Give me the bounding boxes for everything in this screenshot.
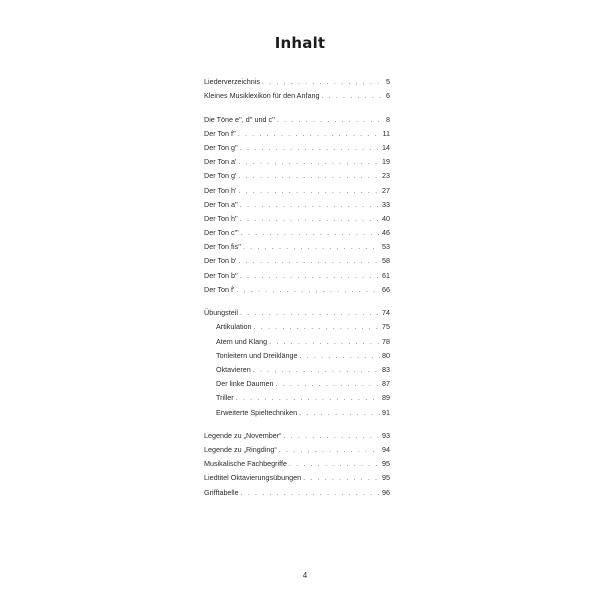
dot-leader — [277, 113, 384, 127]
toc-entry-page: 66 — [382, 284, 390, 294]
toc-entry-title: Oktavieren — [216, 364, 251, 374]
toc-entry-title: Übungsteil — [204, 308, 238, 318]
toc-entry-page: 78 — [382, 336, 390, 346]
dot-leader — [243, 240, 380, 254]
toc-entry-page: 93 — [382, 430, 390, 440]
dot-leader — [236, 391, 380, 405]
toc-subentry — [204, 363, 390, 377]
toc-subentry — [204, 391, 390, 405]
dot-leader — [238, 184, 380, 198]
dot-leader — [236, 283, 380, 297]
toc-entry-title: Der Ton f'' — [204, 128, 236, 138]
toc-entry-title: Die Töne e'', d'' und c'' — [204, 114, 275, 124]
toc-subentry — [204, 349, 390, 363]
dot-leader — [241, 226, 380, 240]
toc-entry-title: Der Ton c''' — [204, 228, 239, 238]
dot-leader — [241, 486, 380, 500]
dot-leader — [238, 155, 380, 169]
toc-entry-page: 14 — [382, 142, 390, 152]
toc-entry — [204, 198, 390, 212]
toc-entry-page: 80 — [382, 350, 390, 360]
toc-entry-title: Legende zu „Ringding“ — [204, 445, 277, 455]
toc-entry-title: Tonleitern und Dreiklänge — [216, 350, 298, 360]
toc-entry — [204, 89, 390, 103]
dot-leader — [300, 349, 380, 363]
dot-leader — [254, 320, 380, 334]
toc-group — [204, 429, 390, 500]
toc-entry — [204, 127, 390, 141]
dot-leader — [238, 127, 381, 141]
toc-group — [204, 306, 390, 420]
toc-entry-title: Erweiterte Spieltechniken — [216, 407, 298, 417]
toc-group — [204, 113, 390, 297]
toc-entry — [204, 113, 390, 127]
toc-entry-title: Der Ton g'' — [204, 142, 238, 152]
table-of-contents — [204, 75, 390, 500]
toc-entry — [204, 269, 390, 283]
dot-leader — [289, 457, 380, 471]
toc-entry-title: Der Ton f' — [204, 284, 235, 294]
page-title: Inhalt — [274, 34, 326, 52]
toc-entry-title: Grifftabelle — [204, 487, 239, 497]
toc-entry-title: Musikalische Fachbegriffe — [204, 459, 287, 469]
toc-entry-page: 83 — [382, 364, 390, 374]
toc-subentry — [204, 377, 390, 391]
toc-entry-page: 75 — [382, 322, 390, 332]
dot-leader — [279, 443, 380, 457]
toc-entry-title: Der Ton fis'' — [204, 242, 241, 252]
page-number: 4 — [302, 571, 308, 580]
dot-leader — [240, 269, 380, 283]
toc-entry-page: 87 — [382, 379, 390, 389]
toc-entry-title: Der Ton b'' — [204, 270, 238, 280]
toc-entry-page: 11 — [382, 128, 390, 138]
toc-entry-page: 46 — [382, 228, 390, 238]
dot-leader — [238, 169, 380, 183]
toc-entry — [204, 212, 390, 226]
toc-entry — [204, 155, 390, 169]
dot-leader — [284, 429, 380, 443]
toc-entry — [204, 306, 390, 320]
toc-entry — [204, 471, 390, 485]
toc-entry-page: 53 — [382, 242, 390, 252]
toc-entry-title: Der Ton a' — [204, 157, 237, 167]
toc-entry-page: 91 — [382, 407, 390, 417]
toc-entry-title: Liedtitel Oktavierungsübungen — [204, 473, 302, 483]
toc-entry — [204, 457, 390, 471]
toc-entry — [204, 141, 390, 155]
toc-entry-title: Triller — [216, 393, 234, 403]
toc-entry-page: 8 — [386, 114, 390, 124]
toc-entry-title: Der Ton g' — [204, 171, 237, 181]
toc-entry — [204, 486, 390, 500]
toc-entry-page: 95 — [382, 459, 390, 469]
toc-entry-page: 5 — [386, 77, 390, 86]
toc-entry-title: Liederverzeichnis — [204, 77, 260, 86]
dot-leader — [276, 377, 380, 391]
toc-entry-title: Kleines Musiklexikon für den Anfang — [204, 91, 320, 101]
dot-leader — [321, 89, 384, 103]
dot-leader — [253, 363, 380, 377]
toc-entry-title: Der Ton a'' — [204, 199, 238, 209]
toc-entry-page: 74 — [382, 308, 390, 318]
toc-entry-page: 23 — [382, 171, 390, 181]
toc-entry-page: 96 — [382, 487, 390, 497]
toc-entry — [204, 443, 390, 457]
toc-entry — [204, 283, 390, 297]
toc-entry-title: Legende zu „November“ — [204, 430, 282, 440]
toc-entry-title: Atem und Klang — [216, 336, 268, 346]
dot-leader — [240, 198, 380, 212]
toc-entry — [204, 429, 390, 443]
dot-leader — [240, 306, 380, 320]
toc-entry-page: 6 — [386, 91, 390, 101]
toc-entry — [204, 184, 390, 198]
toc-entry-page: 40 — [382, 213, 390, 223]
toc-entry — [204, 75, 390, 89]
toc-entry-title: Der Ton b' — [204, 256, 237, 266]
toc-entry — [204, 169, 390, 183]
toc-entry-title: Der linke Daumen — [216, 379, 274, 389]
dot-leader — [269, 335, 380, 349]
toc-group — [204, 75, 390, 103]
toc-entry-title: Artikulation — [216, 322, 252, 332]
dot-leader — [240, 141, 380, 155]
toc-entry-page: 58 — [382, 256, 390, 266]
toc-entry-title: Der Ton h'' — [204, 213, 238, 223]
dot-leader — [303, 471, 380, 485]
toc-entry-page: 33 — [382, 199, 390, 209]
dot-leader — [262, 75, 384, 89]
toc-entry — [204, 240, 390, 254]
dot-leader — [238, 254, 380, 268]
toc-subentry — [204, 406, 390, 420]
dot-leader — [299, 406, 380, 420]
toc-subentry — [204, 320, 390, 334]
dot-leader — [240, 212, 380, 226]
toc-entry — [204, 226, 390, 240]
toc-entry — [204, 254, 390, 268]
toc-entry-page: 89 — [382, 393, 390, 403]
toc-entry-page: 27 — [382, 185, 390, 195]
toc-entry-page: 61 — [382, 270, 390, 280]
toc-entry-page: 19 — [382, 157, 390, 167]
toc-subentry — [204, 335, 390, 349]
toc-entry-page: 94 — [382, 445, 390, 455]
toc-entry-page: 95 — [382, 473, 390, 483]
toc-entry-title: Der Ton h' — [204, 185, 237, 195]
